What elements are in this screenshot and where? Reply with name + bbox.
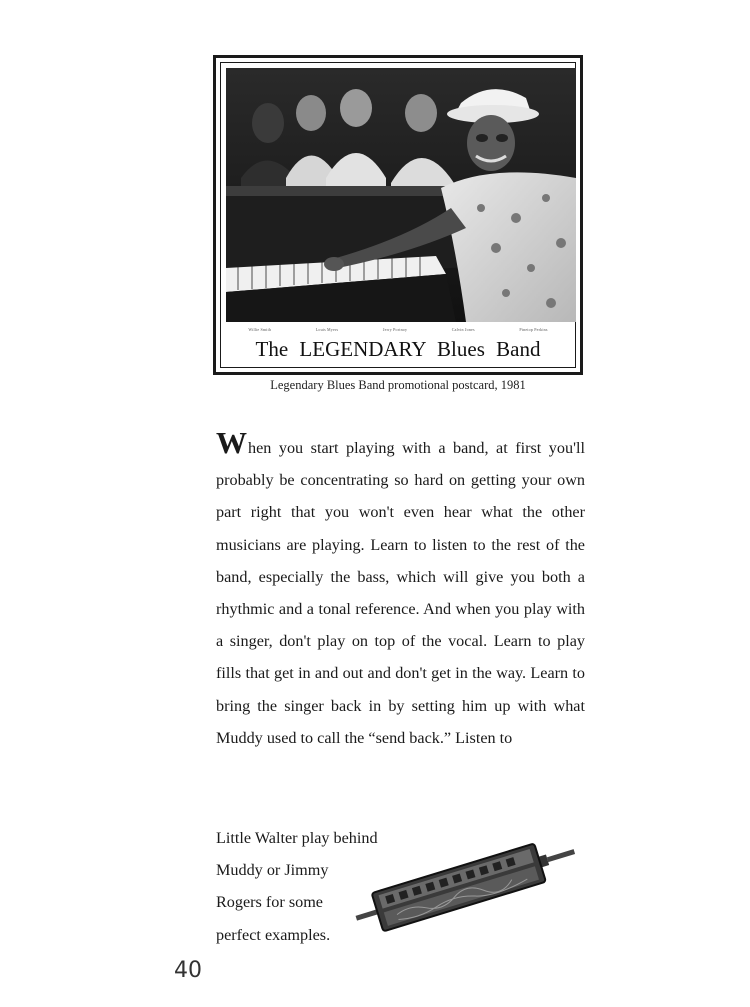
page-number: 40	[174, 958, 202, 983]
paragraph-text: hen you start playing with a band, at first you'll probably be concentrating so hard on getting your own part right that you won't even hear what the other musicians are playing. Learn to listen to the rest of the band, especially the bass, which will give you both a rhythmic and a tonal reference. And when you play with a singer, don't play on top of the vocal. Learn to play fills that get in and out and don't get in the way. Learn to bring the singer back in by setting him up with what Muddy used to call the “send back.” Listen to	[216, 439, 585, 747]
tail-line: Rogers for some	[216, 893, 323, 912]
band-title: The LEGENDARY Blues Band	[255, 337, 541, 361]
harmonica-illustration	[352, 835, 582, 940]
member-name: Louis Myers	[315, 327, 339, 332]
member-name: Willie Smith	[248, 327, 272, 332]
tail-line: Muddy or Jimmy	[216, 861, 329, 880]
tail-line: perfect examples.	[216, 925, 331, 944]
member-name: Jerry Portnoy	[382, 327, 408, 332]
band-photo	[226, 68, 576, 322]
member-name: Calvin Jones	[451, 327, 475, 332]
harmonica-icon	[352, 835, 582, 940]
paragraph-tail	[216, 822, 378, 951]
drop-cap: W	[216, 425, 247, 460]
band-photo-frame	[213, 55, 583, 375]
body-paragraph	[216, 425, 585, 754]
member-name: Pinetop Perkins	[519, 327, 548, 332]
photo-inner-border	[220, 62, 576, 368]
photo-caption: Legendary Blues Band promotional postcard, 1981	[270, 378, 526, 392]
band-member-names	[226, 327, 570, 332]
tail-line: Little Walter play behind	[216, 829, 378, 847]
band-photo-illustration	[226, 68, 576, 322]
